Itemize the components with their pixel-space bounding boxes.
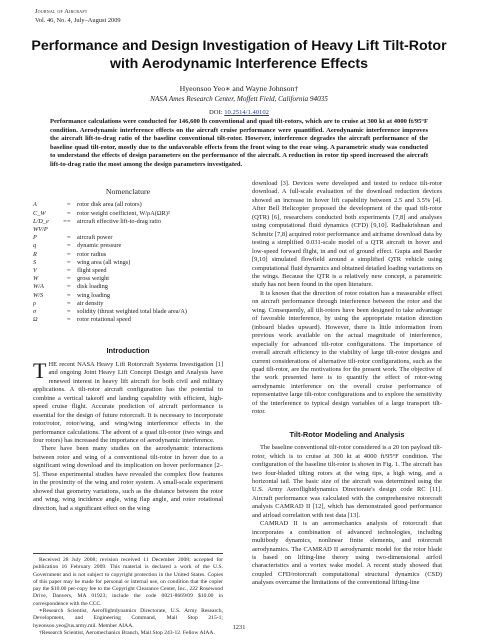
- nomenclature-row: [33, 242, 223, 250]
- right-paragraph-3: The baseline conventional tilt-rotor considered is a 20 ton payload tilt-rotor, which is to cruise at 300 kt at 4000 ft/95°F condition. The configuration of the baseline tilt-rotor is shown in Fig. 1. The aircraft has two four-bladed tilting rotors at the wing tips, a high wing, and a horizontal tail. The basic size of the aircraft was determined using the U.S. Army Aeroflightdynamics Directorate's design code RC [11]. Aircraft performance was calculated with the comprehensive rotorcraft analysis CAMRAD II [12], which has demonstrated good performance and airload correlation with test data [13].: [252, 444, 442, 519]
- left-column: [33, 180, 223, 513]
- equals-sign: =: [67, 308, 71, 316]
- nomenclature-definition: rotor weight coefficient, W/ρA(ΩR)²: [77, 209, 170, 217]
- nomenclature-symbol: S: [33, 258, 37, 266]
- paper-title: [20, 38, 458, 73]
- nomenclature-definition: dynamic pressure: [77, 242, 122, 250]
- right-paragraph-4: CAMRAD II is an aeromechanics analysis of rotorcraft that incorporates a combination of advanced technologies, including multibody dynamics, nonlinear finite elements, and rotorcraft aerodynamics. The CAMRAD II aerodynamic model for the rotor blade is based on lifting-line theory using two-dimensional airfoil characteristics and a vortex wake model. A recent study showed that coupled CFD/rotorcraft computational structural dynamics (CSD) analyses overcame the limitations of the conventional lifting-line: [252, 520, 442, 587]
- nomenclature-definition: flight speed: [77, 267, 107, 275]
- equals-sign: =: [67, 283, 71, 291]
- nomenclature-definition: gross weight: [77, 275, 110, 283]
- nomenclature-row: [33, 275, 223, 283]
- nomenclature-row: [33, 234, 223, 242]
- nomenclature-definition: rotor rotational speed: [77, 316, 131, 324]
- nomenclature-row: [33, 201, 223, 209]
- nomenclature-symbol: V: [33, 267, 37, 275]
- authors: Hyeonsoo Yeo∗ and Wayne Johnson†: [179, 84, 299, 93]
- equals-sign: =: [67, 250, 71, 258]
- nomenclature-row: [33, 210, 223, 218]
- nomenclature-symbol: W/A: [33, 283, 44, 291]
- doi-line: [20, 109, 458, 116]
- nomenclature-row: [33, 283, 223, 291]
- nomenclature-symbol: A: [33, 201, 37, 209]
- nomenclature-row: [33, 218, 223, 234]
- nomenclature-definition: rotor disk area (all rotors): [77, 201, 142, 209]
- journal-header: [35, 8, 121, 25]
- equals-sign: =: [67, 267, 71, 275]
- nomenclature-definition: solidity (thrust weighted total blade area/A): [77, 308, 187, 316]
- equals-sign: =: [67, 316, 71, 324]
- nomenclature-row: [33, 308, 223, 316]
- title-line-2: with Aerodynamic Interference Effects: [109, 55, 369, 72]
- intro-p1-text: HE recent NASA Heavy Lift Rotorcraft Systems Investigation [1] and ongoing Joint Heavy Lift Concept Design and Analysis have renewed interest in heavy lift aircraft for both civil and military applications. A tilt-rotor aircraft configuration has the potential to combine a vertical takeoff and landing capability with efficient, high-speed cruise flight. Accurate prediction of aircraft performance is essential for the design of future rotorcraft. It is necessary to incorporate rotor/rotor, rotor/wing, and wing/wing interference effects in the performance calculations. The advent of a quad tilt-rotor (two wings and four rotors) has increased the importance of aerodynamic interference.: [33, 360, 223, 445]
- drop-cap: T: [33, 357, 47, 383]
- nomenclature-row: [33, 316, 223, 324]
- nomenclature-definition: wing loading: [77, 291, 111, 299]
- equals-sign: =: [67, 258, 71, 266]
- nomenclature-symbol: W/S: [33, 291, 44, 299]
- equals-sign: =: [67, 217, 71, 225]
- journal-name: Journal of Aircraft: [35, 8, 88, 15]
- nomenclature-row: [33, 267, 223, 275]
- nomenclature-definition: rotor radius: [77, 250, 107, 258]
- equals-sign: =: [67, 234, 71, 242]
- equals-sign: =: [67, 291, 71, 299]
- affiliation: NASA Ames Research Center, Moffett Field, California 94035: [150, 95, 328, 103]
- introduction-heading: Introduction: [106, 345, 150, 355]
- nomenclature-symbol: L/D_e = WV/P: [33, 217, 67, 234]
- footnote-author-1: ∗Research Scientist, Aeroflightdynamics Directorate, U.S. Army Research, Development, and Engineering Command, Mail Stop 215-1; hyeonsoo.yeo@us.army.mil. Member AIAA.: [33, 608, 223, 629]
- nomenclature-symbol: W: [33, 275, 39, 283]
- nomenclature-symbol: P: [33, 234, 37, 242]
- nomenclature-definition: wing area (all wings): [77, 258, 131, 266]
- journal-issue: Vol. 46, No. 4, July–August 2009: [35, 16, 121, 24]
- nomenclature-row: [33, 259, 223, 267]
- nomenclature-definition: aircraft power: [77, 234, 113, 242]
- nomenclature-definition: disk loading: [77, 283, 108, 291]
- equals-sign: =: [67, 201, 71, 209]
- nomenclature-definition: aircraft effective lift-to-drag ratio: [77, 217, 161, 225]
- intro-paragraph-1: [33, 357, 223, 446]
- nomenclature-symbol: C_W: [33, 209, 46, 217]
- doi-link[interactable]: 10.2514/1.40102: [224, 109, 269, 116]
- right-paragraph-2: It is known that the direction of rotor rotation has a measurable effect on aircraft performance through interference between the rotor and the wing. Consequently, all tilt-rotors have been designed to take advantage of favorable interference, by using the appropriate rotation direction (inboard blades upward). However, there is little information from previous work available on the actual magnitude of interference, especially for advanced tilt-rotor configurations. The importance of overall aircraft efficiency to the viability of large tilt-rotor designs and current considerations of alternative tilt-rotor configurations, such as the quad tilt-rotor, are the motivations for the present work. The objective of the work presented here is to quantify the effect of rotor-wing aerodynamic interference on the overall cruise performance of representative large tilt-rotor configurations and to explore the sensitivity of the interference to typical design variables of a large transport tilt-rotor.: [252, 289, 442, 416]
- nomenclature-heading: Nomenclature: [105, 187, 151, 196]
- footnote-received: Received 28 July 2008; revision received 11 December 2008; accepted for publication 16 February 2009. This material is declared a work of the U.S. Government and is not subject to copyright protection in the United States. Copies of this paper may be made for personal or internal use, on condition that the copier pay the $10.00 per-copy fee to the Copyright Clearance Center, Inc., 222 Rosewood Drive, Danvers, MA 01923; include the code 0021-8669/09 $10.00 in correspondence with the CCC.: [33, 557, 223, 607]
- nomenclature-symbol: Ω: [33, 316, 38, 324]
- tilt-rotor-modeling-heading: Tilt-Rotor Modeling and Analysis: [289, 429, 405, 439]
- title-line-1: Performance and Design Investigation of Heavy Lift Tilt-Rotor: [31, 38, 447, 54]
- nomenclature-row: [33, 292, 223, 300]
- nomenclature-symbol: σ: [33, 308, 37, 316]
- nomenclature-list: [33, 201, 223, 324]
- nomenclature-row: [33, 300, 223, 308]
- abstract: Performance calculations were conducted for 146,600 lb conventional and quad tilt-rotors, which are to cruise at 300 kt at 4000 ft/95°F condition. Aerodynamic interference effects on the aircraft cruise performance were quantified. Aerodynamic interference improves the aircraft lift-to-drag ratio of the baseline conventional tilt-rotor. However, interference degrades the aircraft performance of the baseline quad tilt-rotor, mostly due to the unfavorable effects from the front wing to the rear wing. A parametric study was conducted to understand the effects of design parameters on the performance of the aircraft. A reduction in rotor tip speed increased the aircraft lift-to-drag ratio the most among the design parameters investigated.: [50, 118, 428, 168]
- footnote-author-2: †Research Scientist, Aeromechanics Branch, Mail Stop 243-12. Fellow AIAA.: [39, 629, 215, 636]
- nomenclature-symbol: ρ: [33, 299, 37, 307]
- nomenclature-definition: air density: [77, 299, 104, 307]
- doi-prefix: DOI:: [209, 109, 225, 116]
- equals-sign: =: [67, 275, 71, 283]
- equals-sign: =: [67, 299, 71, 307]
- equals-sign: =: [67, 209, 71, 217]
- nomenclature-symbol: q: [33, 242, 37, 250]
- equals-sign: =: [67, 242, 71, 250]
- page-number: 1231: [232, 624, 246, 631]
- nomenclature-row: [33, 251, 223, 259]
- nomenclature-symbol: R: [33, 250, 37, 258]
- intro-paragraph-2: There have been many studies on the aerodynamic interactions between rotor and wing of a conventional tilt-rotor in hover due to a significant wing download and its implication on hover performance [2–5]. These experimental studies have revealed the complex flow features in the proximity of the wing and rotor system. A small-scale experiment showed that geometry variations, such as the distance between the rotor and wing, wing incidence angle, wing flap angle, and rotor rotational direction, had a significant effect on the wing: [33, 445, 223, 512]
- right-paragraph-1: download [3]. Devices were developed and tested to reduce tilt-rotor download. A full-scale evaluation of the download reduction devices showed an increase in hover lift capability between 2.5 and 3.5% [4]. After Bell Helicopter proposed the development of the quad tilt-rotor (QTR) [6], researchers conducted both experiments [7,8] and analyses using computational fluid dynamics (CFD) [9,10]. Radhakrishnan and Schmitz [7,8] acquired rotor performance and airframe download data by testing a simplified 0.031-scale model of a QTR aircraft in hover and low-speed forward flight, in and out of ground effect. Gupta and Baeder [9,10] simulated flowfield around a simplified QTR vehicle using computational fluid dynamics and obtained detailed loading variations on the wings. Because the QTR is a relatively new concept, a parametric study has not been found in the open literature.: [252, 180, 442, 289]
- right-column: [252, 180, 442, 588]
